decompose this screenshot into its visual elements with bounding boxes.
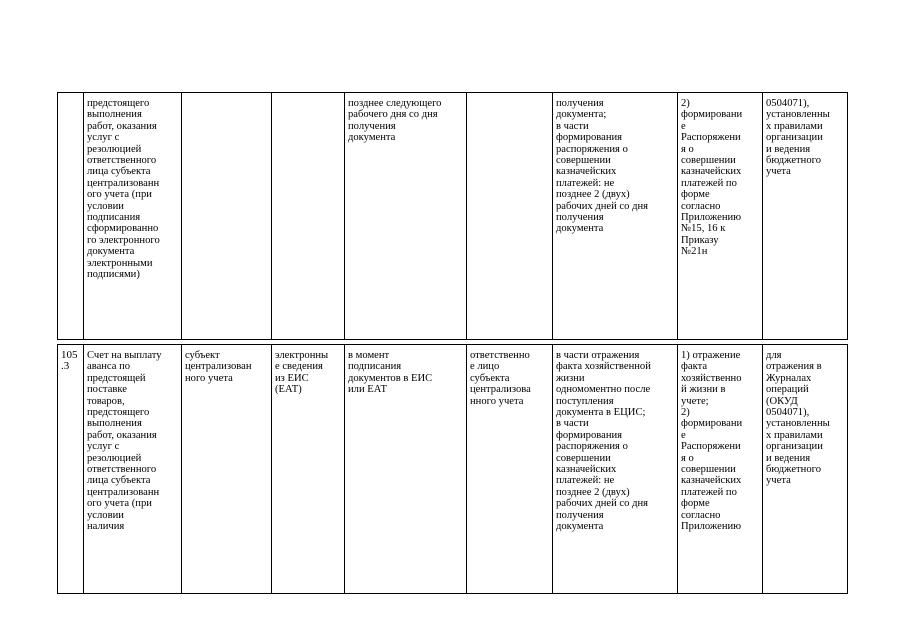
action-cell: 1) отражение факта хозяйственно й жизни в учете; 2) формировани е Распоряжени я о совершении казначейских платежей по форме согласно Приложению [678,345,763,594]
action-cell: 2) формировани е Распоряжени я о совершении казначейских платежей по форме согласно Приложению №15, 16 к Приказу №21н [678,93,763,340]
creator-cell: субъект централизован ного учета [182,345,272,594]
purpose-cell: 0504071), установленны х правилами организации и ведения бюджетного учета [763,93,848,340]
recipient-deadline-cell: получения документа; в части формирования распоряжения о совершении казначейских платежей: не позднее 2 (двух) рабочих дней со дня получения документа [553,93,678,340]
table-row [58,345,848,594]
document-table [57,92,848,594]
document-name-cell: Счет на выплату аванса по предстоящей поставке товаров, предстоящего выполнения работ, оказания услуг с резолюцией ответственного лица субъекта централизованн ого учета (при условии наличия [84,345,182,594]
recipient-cell: ответственно е лицо субъекта централизова нного учета [467,345,553,594]
form-cell [272,93,345,340]
table-row [58,93,848,340]
document-name-cell: предстоящего выполнения работ, оказания услуг с резолюцией ответственного лица субъекта централизованн ого учета (при условии подписания сформированно го электронного документа электронными подписями) [84,93,182,340]
recipient-deadline-cell: в части отражения факта хозяйственной жизни одномоментно после поступления документа в ЕЦИС; в части формирования распоряжения о совершении казначейских платежей: не позднее 2 (двух) рабочих дней со дня получения документа [553,345,678,594]
form-cell: электронны е сведения из ЕИС (ЕАТ) [272,345,345,594]
recipient-cell [467,93,553,340]
deadline-cell: в момент подписания документов в ЕИС или ЕАТ [345,345,467,594]
row-number-cell: 105 .3 [58,345,84,594]
purpose-cell: для отражения в Журналах операций (ОКУД 0504071), установленны х правилами организации и ведения бюджетного учета [763,345,848,594]
deadline-cell: позднее следующего рабочего дня со дня получения документа [345,93,467,340]
creator-cell [182,93,272,340]
row-number-cell [58,93,84,340]
